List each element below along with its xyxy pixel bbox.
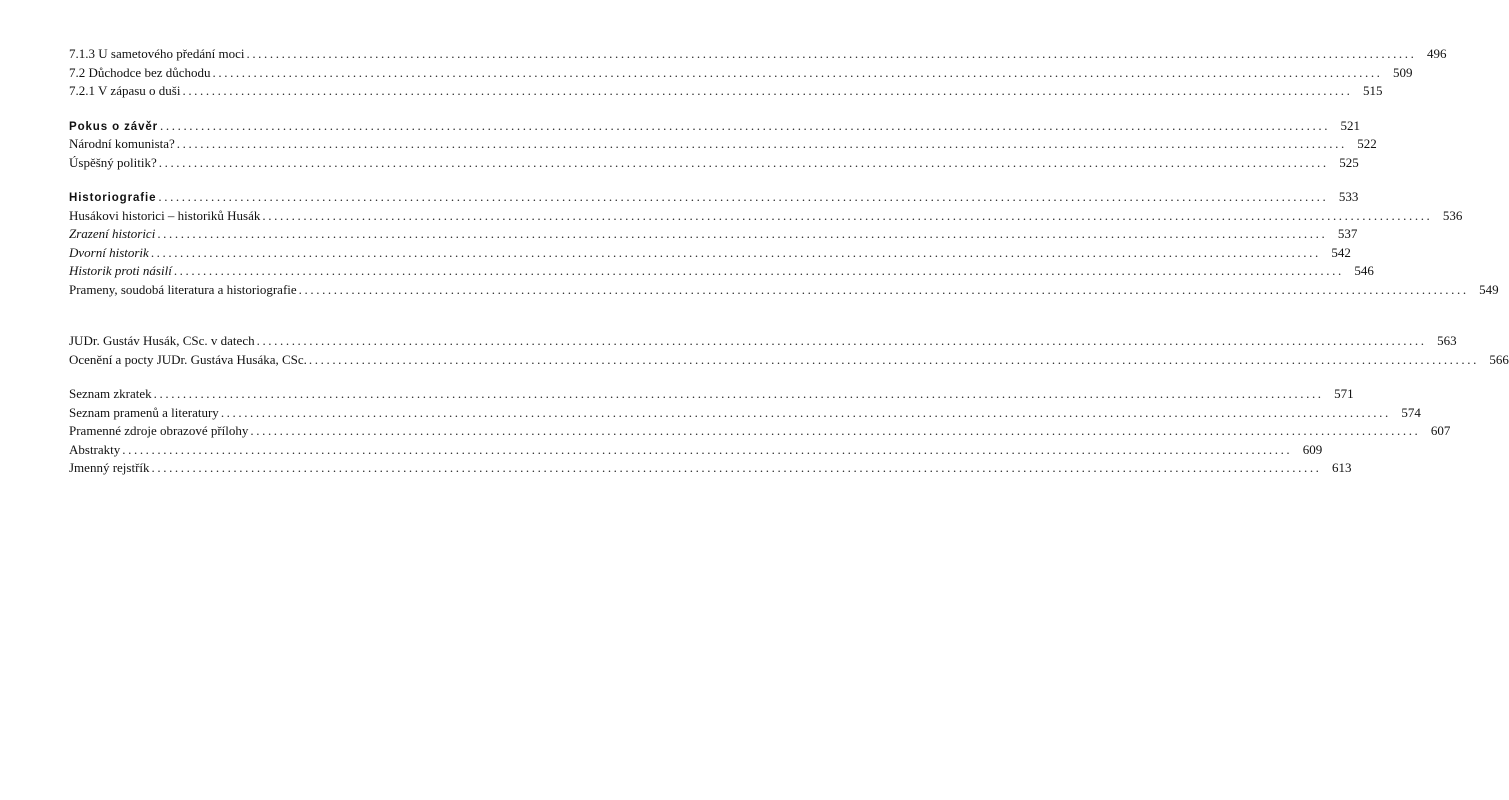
toc-entry-title: Pokus o závěr (69, 120, 159, 133)
toc-page-number: 533 (1338, 189, 1359, 204)
dot-leader: ........................................................................................................................................................................................................ (157, 226, 1328, 241)
dot-leader: ........................................................................................................................................................................................................ (182, 83, 1353, 98)
toc-section (69, 117, 1377, 174)
dot-leader: ........................................................................................................................................................................................................ (160, 117, 1331, 133)
toc-entry-title: Ocenění a pocty JUDr. Gustáva Husáka, CSc. (69, 351, 307, 367)
toc-entry-title: 7.2.1 V zápasu o duši (69, 83, 181, 98)
toc-entry[interactable] (69, 386, 1354, 405)
dot-leader: ........................................................................................................................................................................................................ (308, 351, 1479, 367)
toc-section (69, 46, 1447, 102)
toc-entry[interactable] (69, 423, 1451, 442)
toc-page-number: 549 (1479, 281, 1499, 297)
dot-leader: ........................................................................................................................................................................................................ (250, 423, 1421, 438)
toc-page-number: 542 (1331, 244, 1351, 260)
toc-entry[interactable] (69, 404, 1421, 424)
table-of-contents (69, 46, 1509, 479)
toc-entry-title: Historik proti násilí (69, 263, 172, 278)
toc-page-number: 563 (1437, 333, 1457, 348)
dot-leader: ........................................................................................................................................................................................................ (150, 244, 1321, 260)
toc-entry-title: Husákovi historici – historiků Husák (69, 207, 261, 223)
toc-entry-title: Seznam zkratek (69, 386, 152, 401)
dot-leader: ........................................................................................................................................................................................................ (122, 441, 1293, 457)
toc-page-number: 574 (1401, 404, 1421, 420)
toc-section (69, 333, 1509, 370)
toc-entry[interactable] (69, 207, 1463, 227)
toc-page-number: 609 (1302, 441, 1323, 457)
toc-entry[interactable] (69, 281, 1499, 301)
toc-section (69, 189, 1499, 300)
dot-leader: ........................................................................................................................................................................................................ (173, 263, 1344, 278)
toc-entry[interactable] (69, 226, 1358, 245)
toc-entry-title: 7.2 Důchodce bez důchodu (69, 64, 211, 80)
toc-entry[interactable] (69, 263, 1374, 282)
toc-page-number: 522 (1357, 136, 1377, 151)
dot-leader: ........................................................................................................................................................................................................ (153, 386, 1324, 401)
toc-entry-title: Národní komunista? (69, 136, 175, 151)
toc-entry-title: Prameny, soudobá literatura a historiografie (69, 281, 297, 297)
toc-page-number: 571 (1334, 386, 1354, 401)
toc-page-number: 546 (1354, 263, 1374, 278)
toc-page-number: 525 (1339, 154, 1359, 170)
dot-leader: ........................................................................................................................................................................................................ (158, 189, 1329, 204)
toc-entry[interactable] (69, 460, 1352, 479)
toc-entry-title: Úspěšný politik? (69, 154, 157, 170)
toc-entry-title: Dvorní historik (69, 244, 149, 260)
toc-page-number: 521 (1340, 117, 1361, 133)
toc-entry-title: Zrazení historici (69, 226, 156, 241)
dot-leader: ........................................................................................................................................................................................................ (246, 46, 1417, 61)
toc-entry[interactable] (69, 64, 1413, 84)
toc-page-number: 613 (1332, 460, 1352, 475)
dot-leader: ........................................................................................................................................................................................................ (176, 136, 1347, 151)
toc-page-number: 607 (1430, 423, 1451, 438)
toc-entry[interactable] (69, 441, 1323, 461)
toc-entry[interactable] (69, 154, 1359, 174)
dot-leader: ........................................................................................................................................................................................................ (262, 207, 1433, 223)
toc-page-number: 537 (1337, 226, 1358, 241)
toc-heading-entry[interactable] (69, 117, 1361, 137)
toc-entry-title: Jmenný rejstřík (69, 460, 150, 475)
toc-entry-title: Historiografie (69, 192, 157, 204)
toc-entry[interactable] (69, 136, 1377, 155)
toc-page-number: 509 (1393, 64, 1413, 80)
toc-entry-title: Abstrakty (69, 441, 121, 457)
toc-entry-title: 7.1.3 U sametového předání moci (69, 46, 245, 61)
toc-entry-title: JUDr. Gustáv Husák, CSc. v datech (69, 333, 255, 348)
dot-leader: ........................................................................................................................................................................................................ (256, 333, 1427, 348)
toc-page-number: 496 (1426, 46, 1447, 61)
toc-page-number: 515 (1362, 83, 1383, 98)
dot-leader: ........................................................................................................................................................................................................ (298, 281, 1469, 297)
toc-entry-title: Seznam pramenů a literatury (69, 404, 219, 420)
toc-entry[interactable] (69, 244, 1351, 264)
toc-section (69, 386, 1451, 479)
toc-entry[interactable] (69, 46, 1447, 65)
toc-page-number: 566 (1489, 351, 1509, 367)
toc-entry[interactable] (69, 83, 1383, 102)
toc-entry-title: Pramenné zdroje obrazové přílohy (69, 423, 249, 438)
toc-heading-entry[interactable] (69, 189, 1359, 208)
toc-page-number: 536 (1442, 207, 1463, 223)
toc-entry[interactable] (69, 333, 1457, 352)
dot-leader: ........................................................................................................................................................................................................ (220, 404, 1391, 420)
dot-leader: ........................................................................................................................................................................................................ (212, 64, 1383, 80)
toc-entry[interactable] (69, 351, 1509, 371)
dot-leader: ........................................................................................................................................................................................................ (158, 154, 1329, 170)
dot-leader: ........................................................................................................................................................................................................ (151, 460, 1322, 475)
